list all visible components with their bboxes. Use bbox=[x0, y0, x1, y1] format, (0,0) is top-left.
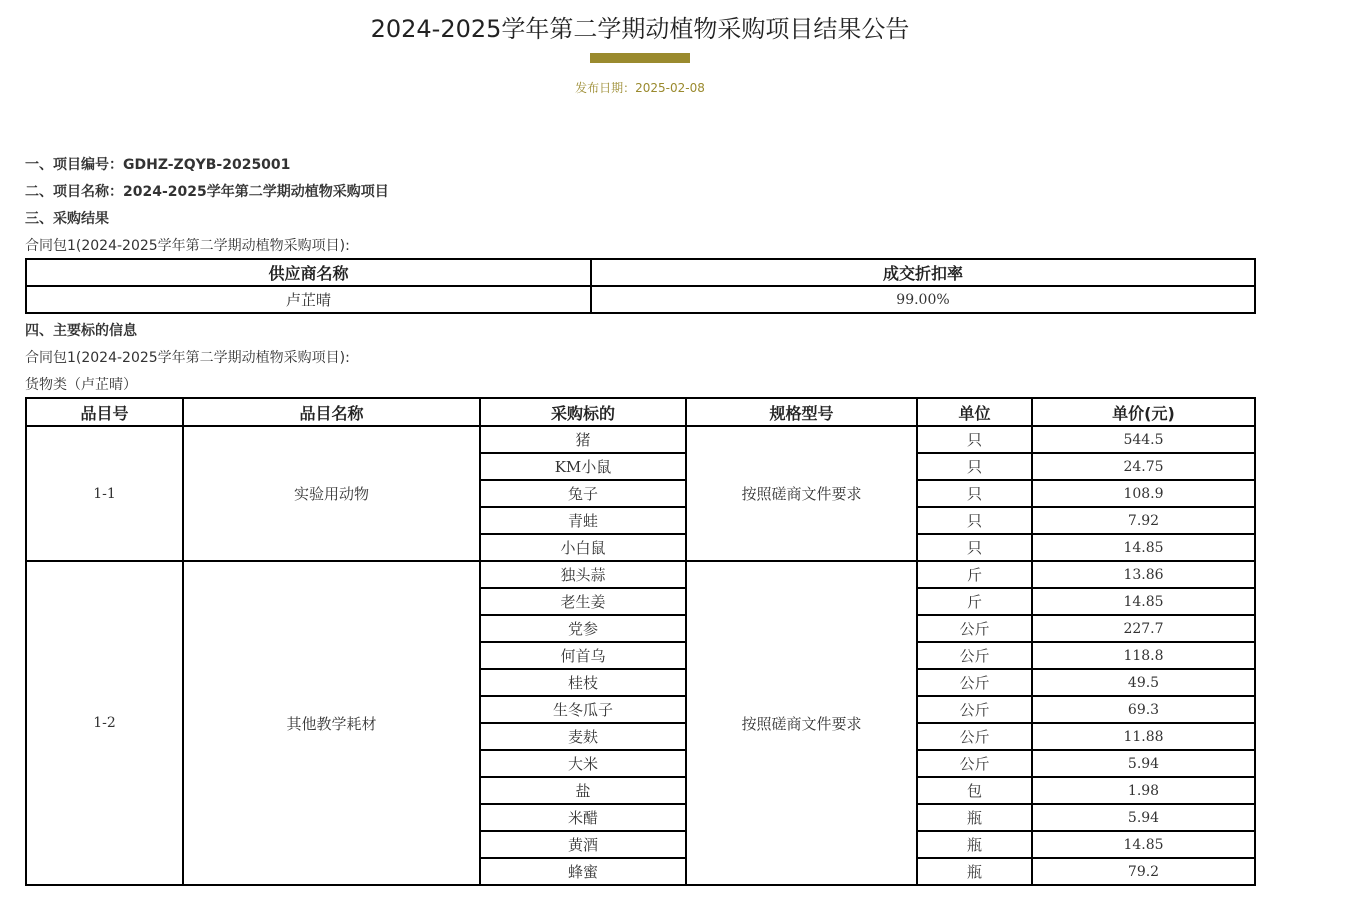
unit-price-cell: 7.92 bbox=[1032, 507, 1255, 534]
unit-cell: 只 bbox=[917, 534, 1032, 561]
spec-cell: 按照磋商文件要求 bbox=[686, 426, 917, 561]
unit-price-cell: 14.85 bbox=[1032, 534, 1255, 561]
result-table bbox=[25, 258, 1256, 314]
main-info-heading: 四、主要标的信息 bbox=[25, 323, 137, 339]
title-underline-bar bbox=[590, 53, 690, 63]
result-header-discount: 成交折扣率 bbox=[591, 259, 1255, 286]
unit-cell: 公斤 bbox=[917, 750, 1032, 777]
unit-price-cell: 118.8 bbox=[1032, 642, 1255, 669]
unit-price-cell: 69.3 bbox=[1032, 696, 1255, 723]
unit-cell: 只 bbox=[917, 426, 1032, 453]
purchase-target-cell: 独头蒜 bbox=[480, 561, 686, 588]
unit-price-cell: 13.86 bbox=[1032, 561, 1255, 588]
item-name-cell: 实验用动物 bbox=[183, 426, 480, 561]
purchase-target-cell: 米醋 bbox=[480, 804, 686, 831]
purchase-target-cell: 猪 bbox=[480, 426, 686, 453]
page-title: 2024-2025学年第二学期动植物采购项目结果公告 bbox=[370, 15, 910, 43]
unit-cell: 只 bbox=[917, 480, 1032, 507]
purchase-target-cell: 生冬瓜子 bbox=[480, 696, 686, 723]
purchase-target-cell: 老生姜 bbox=[480, 588, 686, 615]
unit-cell: 斤 bbox=[917, 561, 1032, 588]
items-table bbox=[25, 397, 1256, 886]
unit-price-cell: 14.85 bbox=[1032, 588, 1255, 615]
header-item-name: 品目名称 bbox=[183, 398, 480, 426]
purchase-target-cell: 何首乌 bbox=[480, 642, 686, 669]
unit-cell: 公斤 bbox=[917, 696, 1032, 723]
unit-cell: 瓶 bbox=[917, 831, 1032, 858]
unit-price-cell: 227.7 bbox=[1032, 615, 1255, 642]
unit-cell: 包 bbox=[917, 777, 1032, 804]
unit-cell: 公斤 bbox=[917, 615, 1032, 642]
unit-cell: 公斤 bbox=[917, 642, 1032, 669]
unit-price-cell: 24.75 bbox=[1032, 453, 1255, 480]
purchase-target-cell: 蜂蜜 bbox=[480, 858, 686, 885]
table-row bbox=[26, 561, 1255, 588]
package-label: 合同包1(2024-2025学年第二学期动植物采购项目): bbox=[25, 238, 350, 254]
unit-cell: 公斤 bbox=[917, 723, 1032, 750]
purchase-target-cell: 桂枝 bbox=[480, 669, 686, 696]
purchase-target-cell: 青蛙 bbox=[480, 507, 686, 534]
project-number: 一、项目编号：GDHZ-ZQYB-2025001 bbox=[25, 157, 291, 173]
purchase-target-cell: 大米 bbox=[480, 750, 686, 777]
unit-price-cell: 544.5 bbox=[1032, 426, 1255, 453]
result-supplier-name: 卢芷晴 bbox=[26, 286, 591, 313]
unit-price-cell: 1.98 bbox=[1032, 777, 1255, 804]
project-name: 二、项目名称：2024-2025学年第二学期动植物采购项目 bbox=[25, 184, 389, 200]
result-header-supplier: 供应商名称 bbox=[26, 259, 591, 286]
item-name-cell: 其他教学耗材 bbox=[183, 561, 480, 885]
purchase-target-cell: 黄酒 bbox=[480, 831, 686, 858]
result-discount-rate: 99.00% bbox=[591, 286, 1255, 313]
unit-price-cell: 14.85 bbox=[1032, 831, 1255, 858]
unit-price-cell: 11.88 bbox=[1032, 723, 1255, 750]
unit-cell: 瓶 bbox=[917, 858, 1032, 885]
unit-price-cell: 5.94 bbox=[1032, 750, 1255, 777]
purchase-target-cell: 麦麸 bbox=[480, 723, 686, 750]
unit-cell: 瓶 bbox=[917, 804, 1032, 831]
table-row bbox=[26, 426, 1255, 453]
unit-cell: 只 bbox=[917, 453, 1032, 480]
header-purchase-target: 采购标的 bbox=[480, 398, 686, 426]
item-code-cell: 1-1 bbox=[26, 426, 183, 561]
header-spec: 规格型号 bbox=[686, 398, 917, 426]
result-heading: 三、采购结果 bbox=[25, 211, 109, 227]
header-unit-price: 单价(元) bbox=[1032, 398, 1255, 426]
purchase-target-cell: KM小鼠 bbox=[480, 453, 686, 480]
spec-cell: 按照磋商文件要求 bbox=[686, 561, 917, 885]
unit-price-cell: 108.9 bbox=[1032, 480, 1255, 507]
unit-cell: 只 bbox=[917, 507, 1032, 534]
unit-price-cell: 49.5 bbox=[1032, 669, 1255, 696]
purchase-target-cell: 党参 bbox=[480, 615, 686, 642]
purchase-target-cell: 兔子 bbox=[480, 480, 686, 507]
unit-cell: 公斤 bbox=[917, 669, 1032, 696]
header-unit: 单位 bbox=[917, 398, 1032, 426]
unit-cell: 斤 bbox=[917, 588, 1032, 615]
purchase-target-cell: 盐 bbox=[480, 777, 686, 804]
header-item-code: 品目号 bbox=[26, 398, 183, 426]
package-label: 合同包1(2024-2025学年第二学期动植物采购项目): bbox=[25, 350, 350, 366]
unit-price-cell: 5.94 bbox=[1032, 804, 1255, 831]
goods-category: 货物类（卢芷晴） bbox=[25, 377, 137, 393]
publish-date: 发布日期：2025-02-08 bbox=[575, 81, 705, 95]
unit-price-cell: 79.2 bbox=[1032, 858, 1255, 885]
item-code-cell: 1-2 bbox=[26, 561, 183, 885]
purchase-target-cell: 小白鼠 bbox=[480, 534, 686, 561]
